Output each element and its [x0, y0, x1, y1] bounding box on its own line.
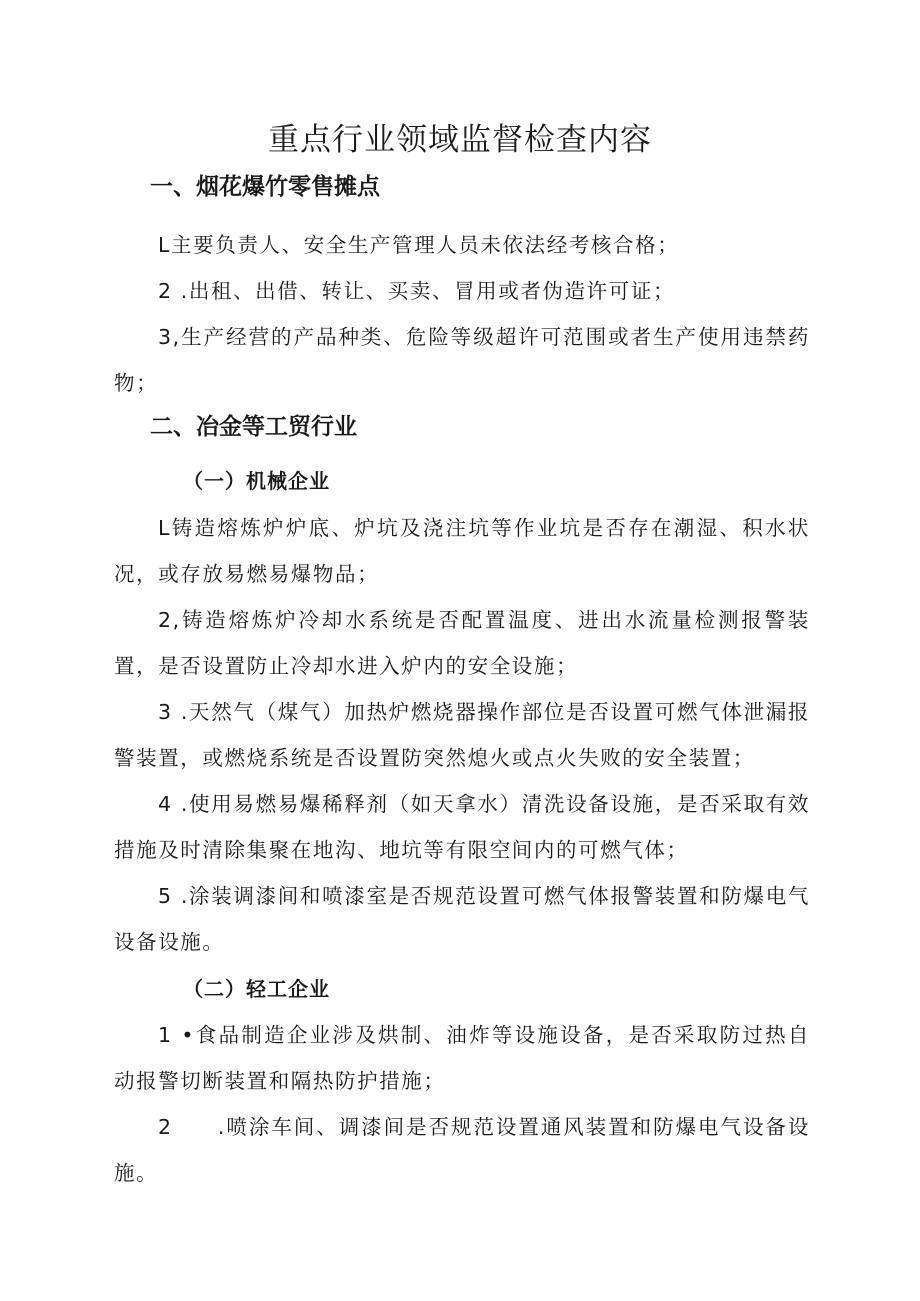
machinery-item-4: 4 .使用易燃易爆稀释剂（如天拿水）清洗设备设施，是否采取有效措施及时清除集聚在地沟、地坑等有限空间内的可燃气体；	[114, 792, 810, 862]
subsection-heading-machinery: （一）机械企业	[183, 469, 330, 493]
section-heading-metallurgy: 二、冶金等工贸行业	[150, 414, 357, 440]
fireworks-item-2: 2 .出租、出借、转让、买卖、冒用或者伪造许可证；	[158, 279, 676, 303]
machinery-item-5: 5 .涂装调漆间和喷漆室是否规范设置可燃气体报警装置和防爆电气设备设施。	[114, 884, 810, 954]
light-industry-item-2: 2 .喷涂车间、调漆间是否规范设置通风装置和防爆电气设备设施。	[114, 1115, 810, 1185]
light-industry-item-1: 1 •食品制造企业涉及烘制、油炸等设施设备，是否采取防过热自动报警切断装置和隔热防护措施；	[114, 1023, 810, 1093]
document-title: 重点行业领域监督检查内容	[268, 122, 652, 158]
machinery-item-3: 3 .天然气（煤气）加热炉燃烧器操作部位是否设置可燃气体泄漏报警装置，或燃烧系统是否设置防突然熄火或点火失败的安全装置；	[114, 700, 810, 770]
fireworks-item-3: 3,生产经营的产品种类、危险等级超许可范围或者生产使用违禁药物；	[114, 325, 810, 395]
machinery-item-1: L铸造熔炼炉炉底、炉坑及浇注坑等作业坑是否存在潮湿、积水状况，或存放易燃易爆物品；	[114, 516, 810, 586]
machinery-item-2: 2,铸造熔炼炉冷却水系统是否配置温度、进出水流量检测报警装置，是否设置防止冷却水进入炉内的安全设施；	[114, 608, 810, 678]
fireworks-item-1: L主要负责人、安全生产管理人员未依法经考核合格；	[158, 233, 680, 257]
section-heading-fireworks: 一、烟花爆竹零售摊点	[150, 174, 380, 200]
subsection-heading-light-industry: （二）轻工企业	[183, 977, 330, 1001]
